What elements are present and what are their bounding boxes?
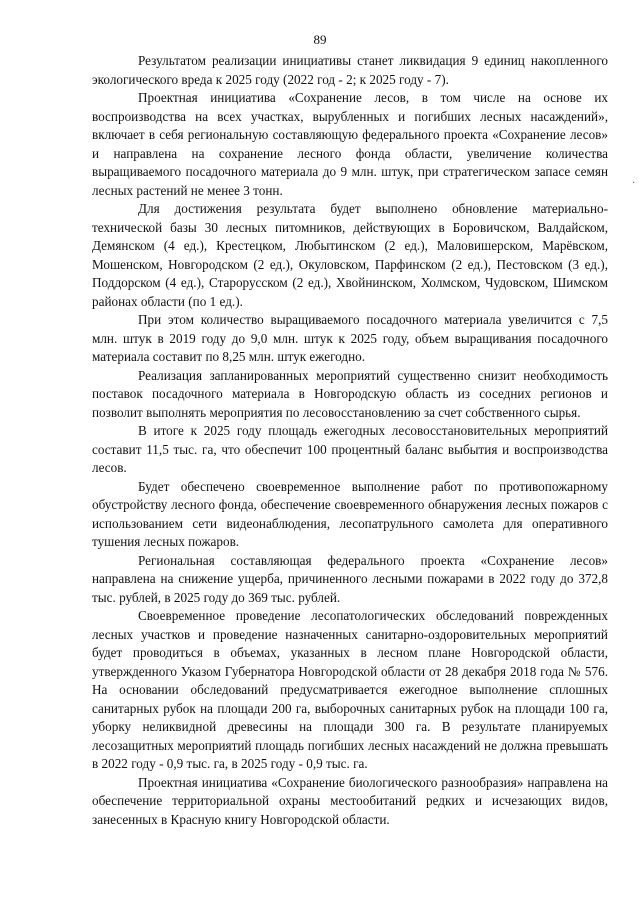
document-body (92, 52, 608, 829)
paragraph-fire-damage-reduction: Региональная составляющая федерального проекта «Сохранение лесов» направлена на снижение ущерба, причиненного лесными пожарами в 2022 году до 372,8 тыс. рублей, в 2025 году до 369 тыс. рублей. (92, 552, 608, 605)
margin-mark: · (632, 178, 636, 189)
paragraph-fire-prevention: Будет обеспечено своевременное выполнение работ по противопожарному обустройству лесного фонда, обеспечение своевременного обнаружения лесных пожаров с использованием сети видеонаблюдения, лесопатрульного самолета для оперативного тушения лесных пожаров. (92, 478, 608, 549)
paragraph-result-ecological-damage: Результатом реализации инициативы станет ликвидация 9 единиц накопленного экологического вреда к 2025 году (2022 год - 2; к 2025 году - 7). (92, 53, 608, 87)
paragraph-supply-reduction: Реализация запланированных мероприятий существенно снизит необходимость поставок посадочного материала в Новгородскую область из соседних регионов и позволит выполнять мероприятия по лесовосстановлению за счет собственного сырья. (92, 367, 608, 420)
paragraph-reforestation-area: В итоге к 2025 году площадь ежегодных лесовосстановительных мероприятий составит 11,5 тыс. га, что обеспечит 100 процентный баланс выбытия и воспроизводства лесов. (92, 423, 608, 475)
paragraph-biodiversity-initiative: Проектная инициатива «Сохранение биологического разнообразия» направлена на обеспечение территориальной охраны местообитаний редких и исчезающих видов, занесенных в Красную книгу Новгородской области. (92, 774, 608, 827)
paragraph-planting-material-growth: При этом количество выращиваемого посадочного материала увеличится с 7,5 млн. штук в 2019 году до 9,0 млн. штук к 2025 году, объем выращивания посадочного материала составит по 8,25 млн. штук ежегодно. (92, 312, 608, 364)
page-number: 89 (313, 32, 327, 47)
paragraph-forest-preservation-initiative: Проектная инициатива «Сохранение лесов, в том числе на основе их воспроизводства на всех участках, вырубленных и погибших лесных насаждений», включает в себя региональную составляющую федерального проекта «Сохранение лесов» и направлена на сохранение лесного фонда области, увеличение количества выращиваемого посадочного материала до 9 млн. штук, при стратегическом запасе семян лесных растений не менее 3 тонн. (92, 90, 608, 198)
paragraph-nurseries-update: Для достижения результата будет выполнено обновление материально-технической базы 30 лесных питомников, действующих в Боровичском, Валдайском, Демянском (4 ед.), Крестецком, Любытинском (2 ед.), Маловишерском, Марёвском, Мошенском, Новгородском (2 ед.), Окуловском, Парфинском (2 ед.), Пестовском (3 ед.), Поддорском (4 ед.), Старорусском (2 ед.), Хвойнинском, Холмском, Чудовском, Шимском районах области (по 1 ед.). (92, 201, 608, 309)
paragraph-forest-pathology: Своевременное проведение лесопатологических обследований поврежденных лесных участков и проведение назначенных санитарно-оздоровительных мероприятий будет проводиться в объемах, указанных в лесном плане Новгородской области, утвержденного Указом Губернатора Новгородской области от 28 декабря 2018 года № 576. На основании обследований предусматривается ежегодное выполнение сплошных санитарных рубок на площади 200 га, выборочных санитарных рубок на площади 100 га, уборку неликвидной древесины на площади 300 га. В результате планируемых лесозащитных мероприятий площадь погибших лесных насаждений не должна превышать в 2022 году - 0,9 тыс. га, в 2025 году - 0,9 тыс. га. (92, 608, 608, 771)
